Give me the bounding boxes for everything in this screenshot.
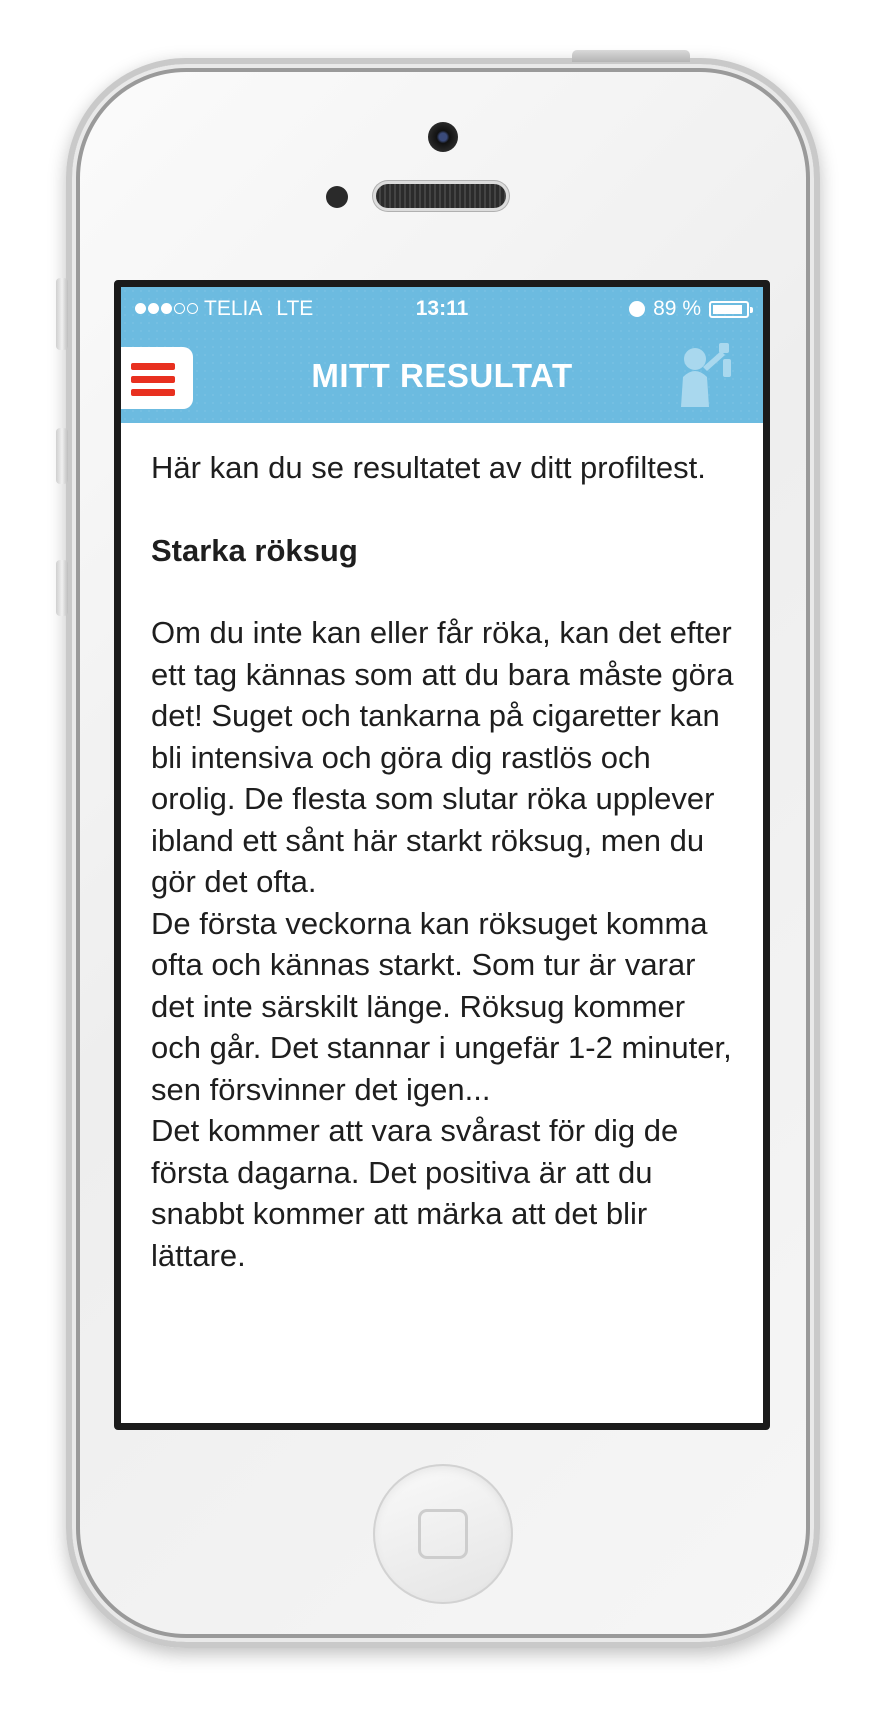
intro-text: Här kan du se resultatet av ditt profiltest.: [151, 450, 706, 485]
home-square-icon: [418, 1509, 468, 1559]
carrier-name: TELIA: [204, 297, 263, 320]
battery-percent: 89 %: [653, 297, 701, 320]
result-paragraph: Om du inte kan eller får röka, kan det efter ett tag kännas som att du bara måste göra det! Suget och tankarna på cigaretter kan bli intensiva och göra dig rastlös och orolig. De flesta som slutar röka upplever ibland ett sånt här starkt röksug, men du gör det ofta.: [151, 615, 734, 899]
alarm-icon: [629, 301, 645, 317]
status-right: [629, 297, 749, 321]
proximity-sensor: [326, 186, 348, 208]
battery-icon: [709, 301, 749, 318]
phone-screen: [114, 280, 770, 1430]
home-button[interactable]: [373, 1464, 513, 1604]
network-type: LTE: [276, 297, 314, 320]
app-header: [121, 287, 763, 423]
result-paragraph: De första veckorna kan röksuget komma ofta och kännas starkt. Som tur är varar det inte särskilt länge. Röksug kommer och går. Det stannar i ungefär 1-2 minuter, sen försvinner det igen...: [151, 905, 732, 1107]
volume-up-button: [56, 428, 68, 484]
status-time: 13:11: [415, 297, 469, 320]
earpiece-speaker: [376, 184, 506, 208]
result-content: [151, 447, 739, 1276]
power-button: [572, 50, 690, 62]
mute-switch: [56, 278, 68, 350]
status-bar: [121, 287, 763, 325]
volume-down-button: [56, 560, 68, 616]
front-camera: [428, 122, 458, 152]
page-title: MITT RESULTAT: [311, 357, 573, 394]
result-paragraph: Det kommer att vara svårast för dig de första dagarna. Det positiva är att du snabbt kommer att märka att det blir lättare.: [151, 1113, 679, 1273]
mascot-logo-icon: [673, 337, 737, 407]
result-heading: Starka röksug: [151, 532, 358, 568]
